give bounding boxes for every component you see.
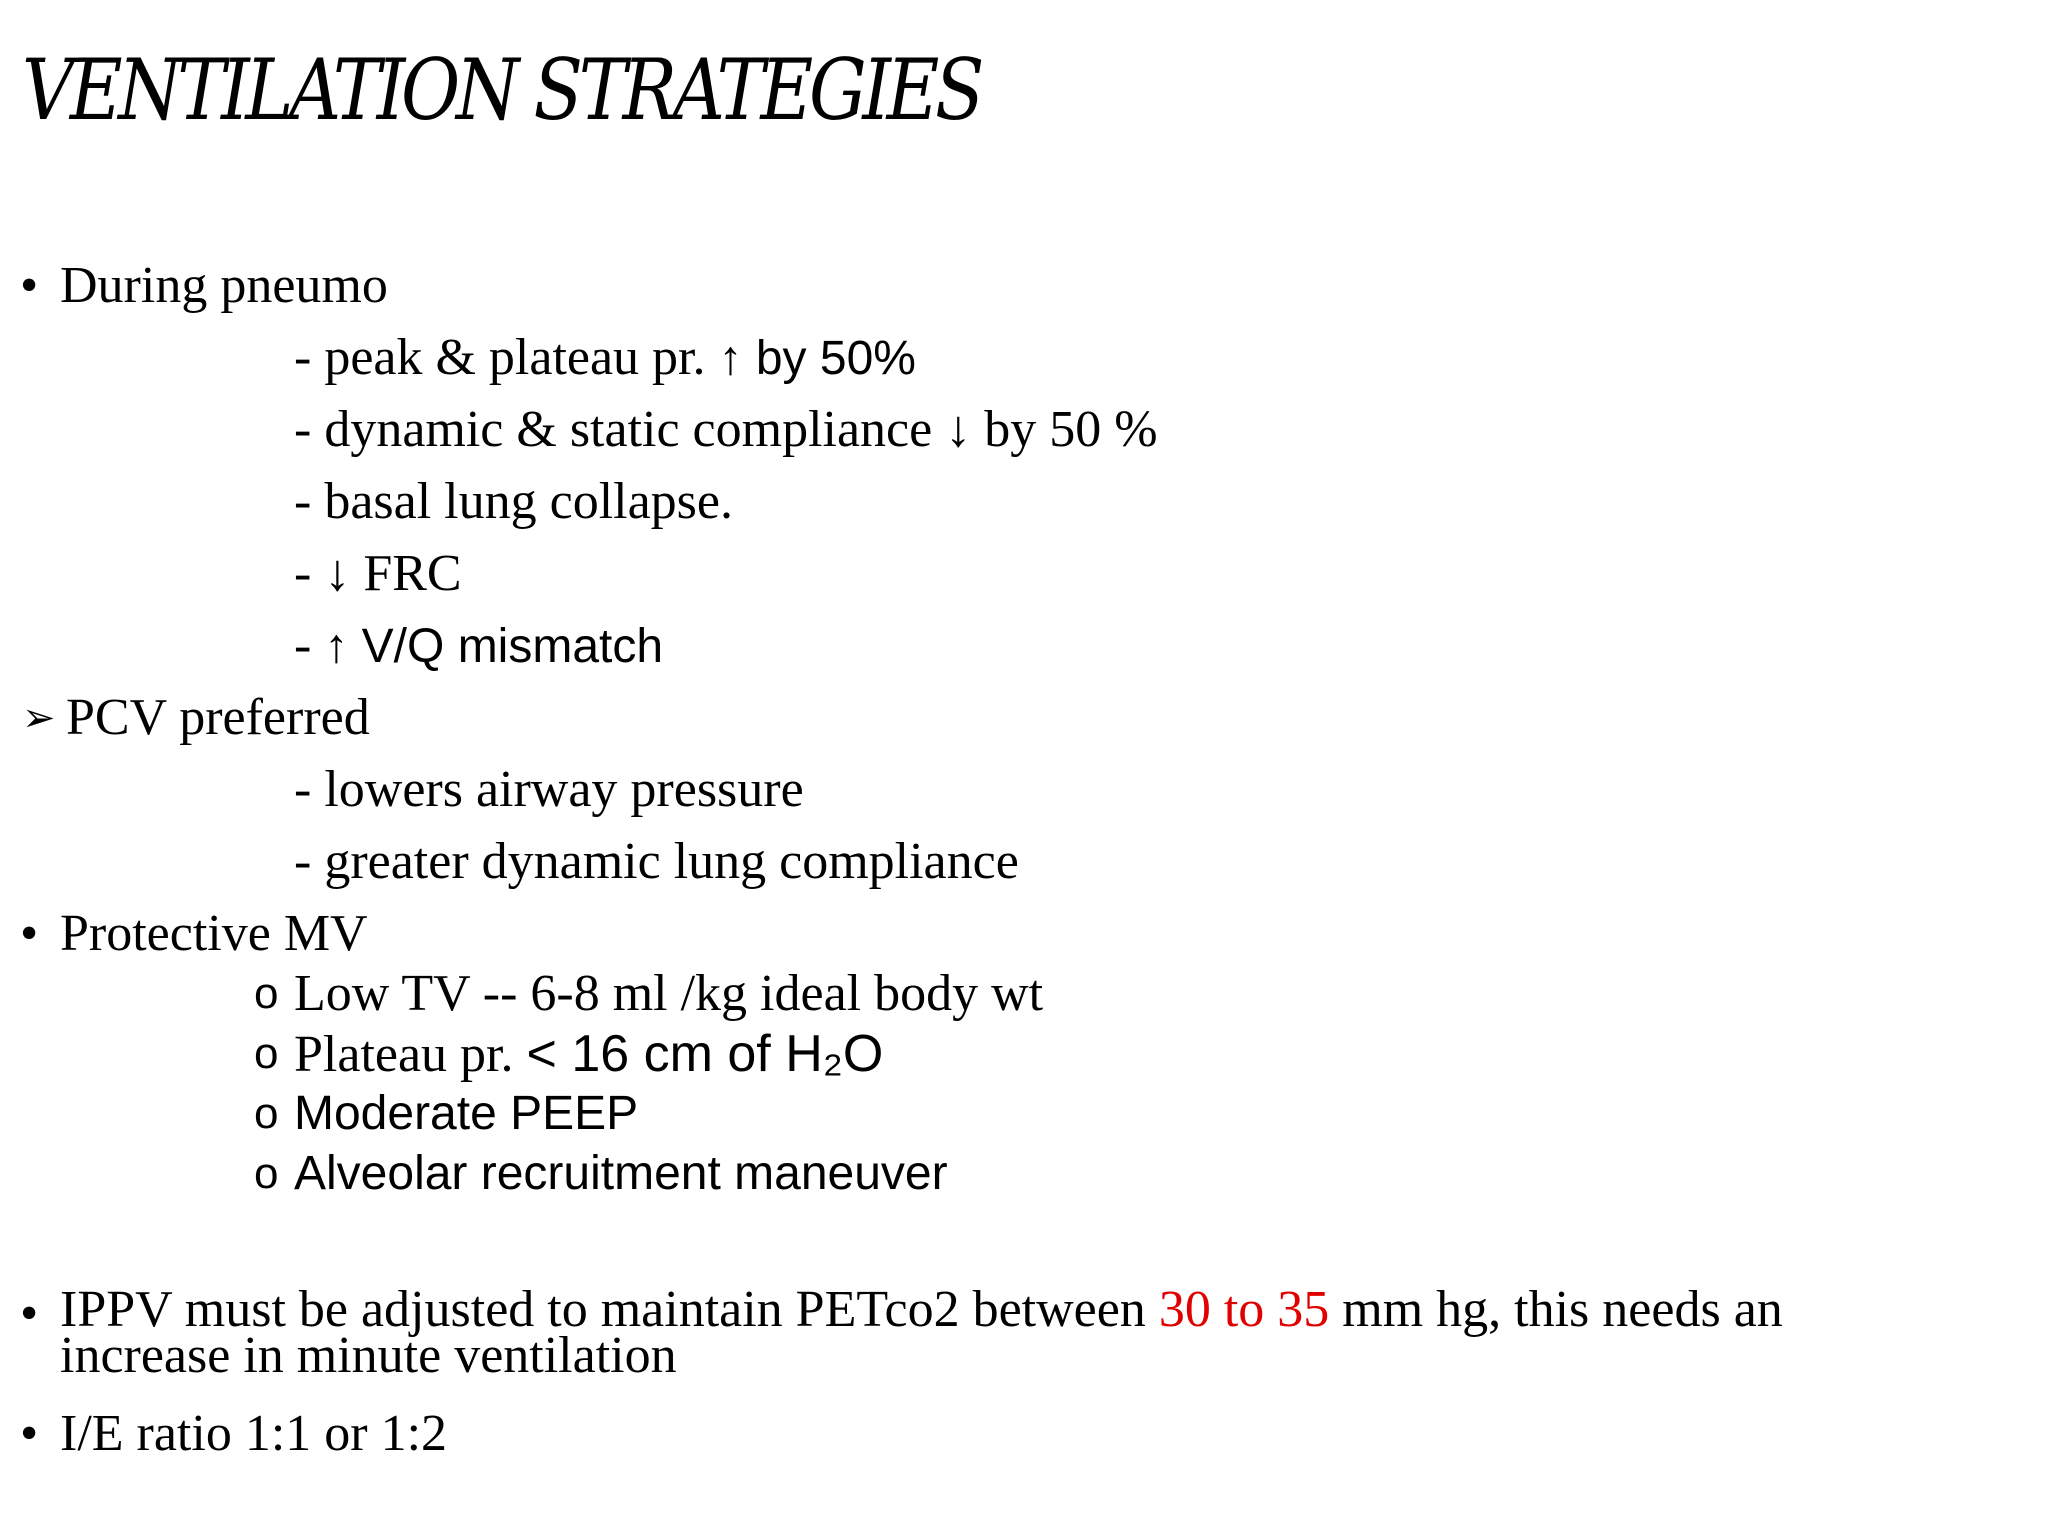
section4-line-2: increase in minute ventilation (60, 1327, 677, 1384)
circle-bullet-icon: o (254, 969, 279, 1018)
section1-item-5 (294, 614, 663, 679)
arrow-bullet-icon: ➢ (22, 695, 56, 741)
bullet-dot-icon: • (20, 257, 39, 314)
section5-text: I/E ratio 1:1 or 1:2 (60, 1405, 448, 1462)
section3-item-2 (294, 1022, 883, 1087)
circle-bullet-icon: o (254, 1029, 279, 1078)
bullet-dot-icon: • (20, 1285, 39, 1342)
section3-item-3: Moderate PEEP (294, 1087, 639, 1140)
section1-item-2: - dynamic & static compliance ↓ by 50 % (294, 401, 1158, 458)
circle-bullet-icon: o (254, 1089, 279, 1138)
section1-item-1-prefix: - peak & plateau pr. (294, 329, 719, 386)
section3-item-4: Alveolar recruitment maneuver (294, 1147, 948, 1200)
section1-item-4: - ↓ FRC (294, 545, 462, 602)
bullet-dot-icon: • (20, 905, 39, 962)
section4-pre: IPPV must be adjusted to maintain PETco2 between (60, 1281, 1159, 1338)
section2-item-1: - lowers airway pressure (294, 761, 804, 818)
section3-item-1: Low TV -- 6-8 ml /kg ideal body wt (294, 965, 1044, 1022)
bullet-dot-icon: • (20, 1405, 39, 1462)
section1-item-1 (294, 326, 916, 391)
section2-item-2: - greater dynamic lung compliance (294, 833, 1019, 890)
circle-bullet-icon: o (254, 1149, 279, 1198)
section3-heading: Protective MV (60, 905, 368, 962)
section4-highlight: 30 to 35 (1158, 1281, 1330, 1338)
section3-item-2-suffix: < 16 cm of H₂O (526, 1025, 884, 1083)
section3-item-2-prefix: Plateau pr. (294, 1026, 527, 1083)
slide-title: VENTILATION STRATEGIES (22, 41, 981, 139)
section2-heading: PCV preferred (66, 689, 370, 746)
section1-item-5-suffix: ↑ V/Q mismatch (324, 620, 664, 673)
section4-post: mm hg, this needs an (1329, 1281, 1783, 1338)
section1-item-3: - basal lung collapse. (294, 473, 733, 530)
section1-item-1-suffix: ↑ by 50% (718, 332, 916, 385)
section1-item-5-prefix: - (294, 617, 325, 674)
section1-heading: During pneumo (60, 257, 388, 314)
